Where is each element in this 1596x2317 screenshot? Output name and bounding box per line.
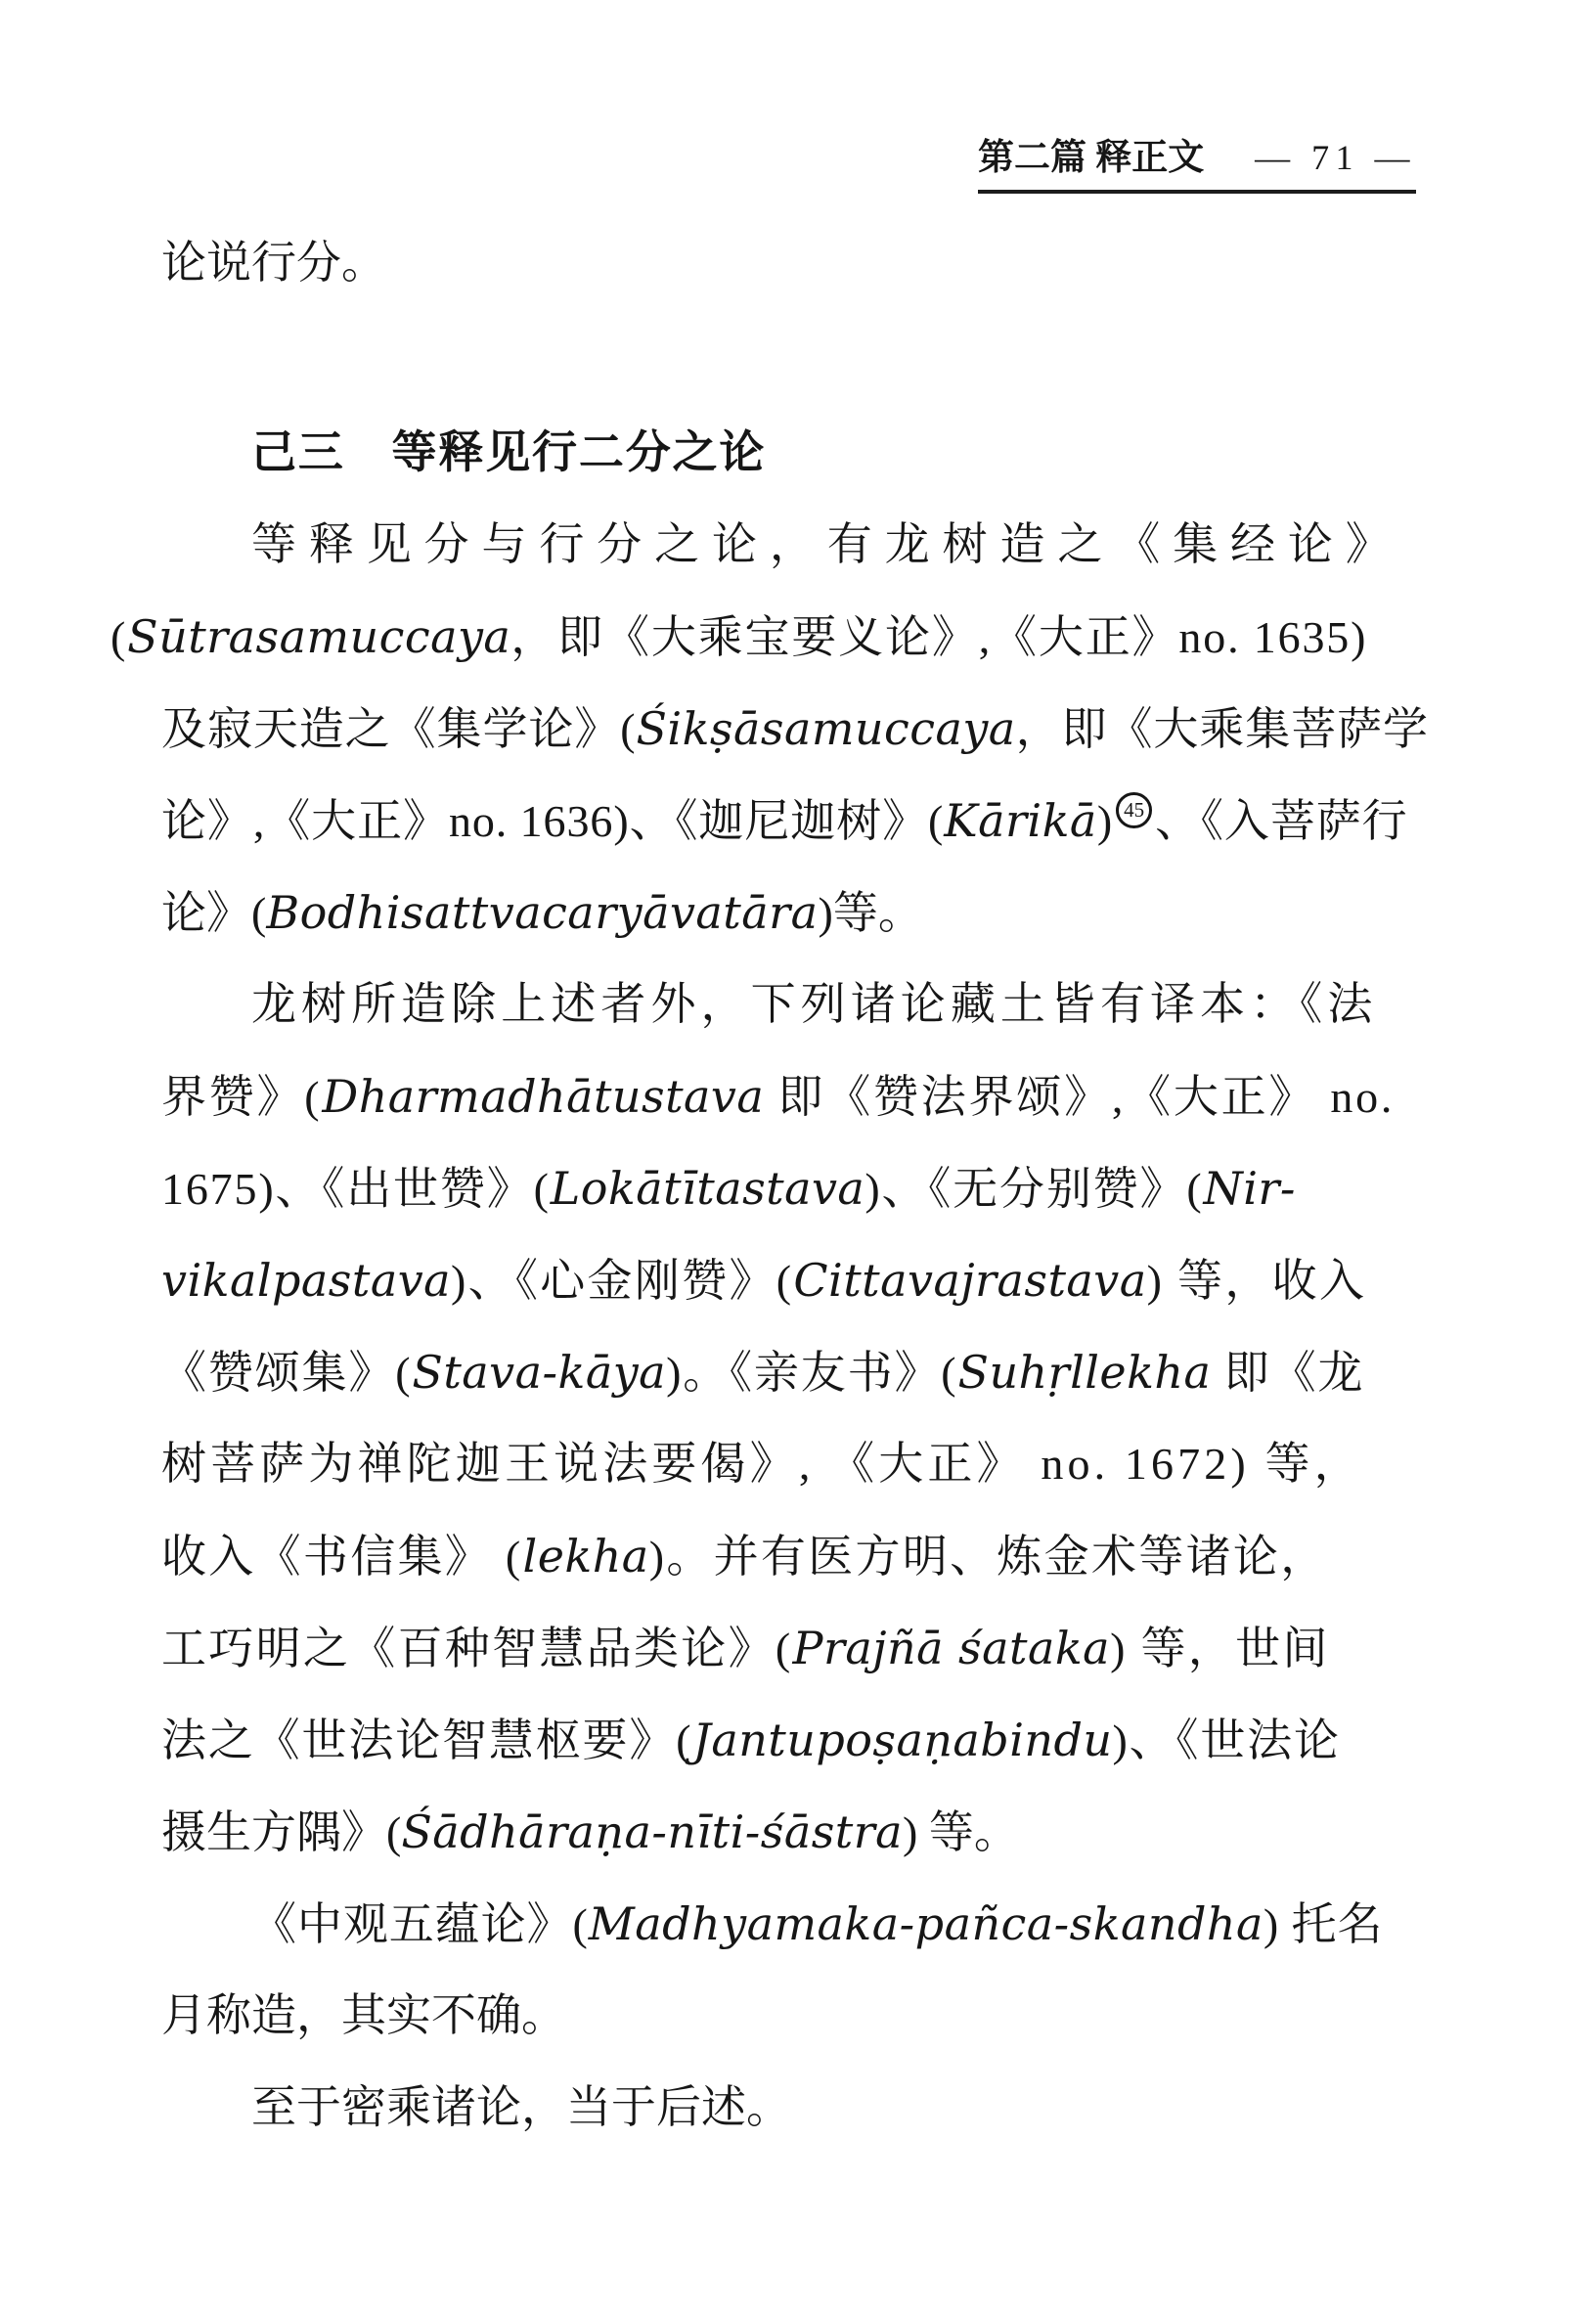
text-line (161, 1786, 1462, 1878)
text-segment: ) (903, 1807, 929, 1857)
text-segment: 己三 等释见行二分之论 (251, 427, 767, 477)
text-segment: ( (941, 1348, 958, 1398)
text-line (161, 1602, 1462, 1694)
text-line (161, 775, 1462, 867)
text-segment: ( (928, 796, 945, 846)
sanskrit-title: Sūtrasamuccaya (127, 610, 511, 663)
text-segment: 、《无分别赞》 (881, 1164, 1187, 1214)
text-segment: 树菩萨为禅陀迦王说法要偈》, 《大正》 (161, 1439, 1042, 1489)
text-segment: ，即《大乘集菩萨学 (1015, 704, 1429, 754)
text-line (161, 867, 1462, 958)
text-segment: ) (1112, 1715, 1130, 1765)
text-segment: ) (648, 1532, 667, 1582)
text-segment: ) (451, 1256, 468, 1306)
sanskrit-title: Lokātītastava (550, 1162, 865, 1215)
text-segment: 。并有医方明、炼金术等诸论， (666, 1532, 1328, 1582)
text-segment: ) (1110, 1624, 1141, 1673)
text-segment: 、《迦尼迦树》 (629, 796, 929, 846)
text-segment: ) (818, 888, 833, 938)
text-segment: 论》,《大正》 (161, 796, 449, 846)
sanskrit-title: Nir- (1203, 1162, 1296, 1215)
text-segment: ( (775, 1624, 793, 1673)
text-segment: 工巧明之《百种智慧品类论》 (161, 1624, 776, 1673)
text-segment: ( (620, 704, 637, 754)
text-segment: 至于密乘诸论，当于后述。 (251, 2082, 791, 2132)
text-segment: ( (505, 1532, 523, 1582)
text-segment: 等，收入 (1177, 1256, 1367, 1306)
text-segment: 收入《书信集》 (161, 1532, 506, 1582)
text-segment: ( (572, 1899, 589, 1949)
text-segment: ( (676, 1715, 693, 1765)
footnote-marker-45: 45 (1116, 792, 1152, 828)
text-segment: ( (1186, 1164, 1204, 1214)
text-segment: no. 1636) (448, 796, 630, 846)
section-heading (161, 407, 1462, 499)
text-line (161, 1326, 1462, 1418)
text-segment: 、《心金刚赞》 (467, 1256, 776, 1306)
sanskrit-title: Śādhāraṇa-nīti-śāstra (401, 1805, 904, 1858)
text-segment: ( (304, 1072, 323, 1122)
page-header (978, 127, 1416, 194)
text-segment: 等释见分与行分之论，有龙树造之《集经论》 (251, 519, 1403, 569)
text-segment: ( (776, 1256, 794, 1306)
text-line (161, 1970, 1462, 2062)
text-segment: 龙树所造除上述者外，下列诸论藏土皆有译本：《法 (251, 979, 1378, 1029)
text-line (161, 1142, 1462, 1234)
text-line (161, 1694, 1462, 1786)
text-line (161, 683, 1462, 775)
text-segment: ( (111, 612, 128, 662)
text-segment: 即《赞法界颂》,《大正》 (764, 1072, 1331, 1122)
text-segment: no. 1635) (1178, 612, 1368, 662)
text-segment: 、《世法论 (1129, 1715, 1341, 1765)
text-segment: ( (251, 888, 267, 938)
text-segment: 。《亲友书》 (683, 1348, 942, 1398)
sanskrit-title: Prajñā śataka (792, 1622, 1111, 1674)
sanskrit-title: Kārikā (944, 794, 1097, 847)
text-line (161, 958, 1462, 1050)
text-segment: 及寂天造之《集学论》 (161, 704, 621, 754)
text-segment: 月称造，其实不确。 (161, 1990, 566, 2040)
page-number: — 71 — (1255, 138, 1416, 177)
text-segment: 、《出世赞》 (275, 1164, 534, 1214)
text-line (161, 499, 1462, 591)
text-segment: ) (864, 1164, 882, 1214)
text-segment: 法之《世法论智慧枢要》 (161, 1715, 677, 1765)
text-segment: 界赞》 (161, 1072, 305, 1122)
text-segment: 即《龙 (1211, 1348, 1365, 1398)
text-segment: 《中观五蕴论》 (251, 1899, 573, 1949)
text-segment: ) (1146, 1256, 1178, 1306)
sanskrit-title: Dharmadhātustava (322, 1070, 765, 1123)
text-segment: 论说行分。 (161, 238, 386, 288)
text-segment: ) (1263, 1899, 1292, 1949)
text-line (161, 1418, 1462, 1510)
text-segment: no. 1672) (1041, 1439, 1265, 1489)
text-segment: 等，世间 (1140, 1624, 1330, 1673)
text-segment: 等。 (832, 888, 923, 938)
text-segment: ，即《大乘宝要义论》,《大正》 (510, 612, 1179, 662)
text-segment: 论》 (161, 888, 251, 938)
text-segment: 摄生方隅》 (161, 1807, 386, 1857)
sanskrit-title: Madhyamaka-pañca-skandha (588, 1897, 1264, 1950)
text-segment: no. (1330, 1072, 1396, 1122)
text-line (161, 1878, 1462, 1970)
sanskrit-title: vikalpastava (161, 1254, 452, 1307)
running-title: 第二篇 释正文 (978, 138, 1205, 178)
text-segment: 1675) (161, 1164, 276, 1214)
text-segment: 托名 (1291, 1899, 1384, 1949)
sanskrit-title: Jantupoṣaṇabindu (692, 1714, 1113, 1766)
sanskrit-title: Bodhisattvacaryāvatāra (266, 886, 819, 939)
sanskrit-title: Stava-kāya (412, 1346, 667, 1399)
text-segment: ) (1096, 796, 1114, 846)
sanskrit-title: Śikṣāsamuccaya (636, 702, 1016, 755)
text-line (111, 591, 1462, 683)
text-body (111, 217, 1462, 2154)
text-line (161, 217, 1462, 309)
text-segment: 等， (1264, 1439, 1363, 1489)
text-segment: 、《入菩萨行 (1155, 796, 1408, 846)
text-segment: ) (666, 1348, 684, 1398)
text-segment: ( (386, 1807, 402, 1857)
text-segment: 等。 (928, 1807, 1019, 1857)
text-segment: ( (533, 1164, 551, 1214)
text-line (161, 1050, 1462, 1142)
sanskrit-title: Cittavajrastava (793, 1254, 1147, 1307)
sanskrit-title: Suhṛllekha (957, 1346, 1212, 1399)
sanskrit-title: lekha (522, 1530, 649, 1582)
text-line (161, 2062, 1462, 2154)
text-line (161, 1234, 1462, 1326)
text-segment: ( (395, 1348, 413, 1398)
text-segment: 《赞颂集》 (161, 1348, 396, 1398)
text-line (161, 1510, 1462, 1602)
